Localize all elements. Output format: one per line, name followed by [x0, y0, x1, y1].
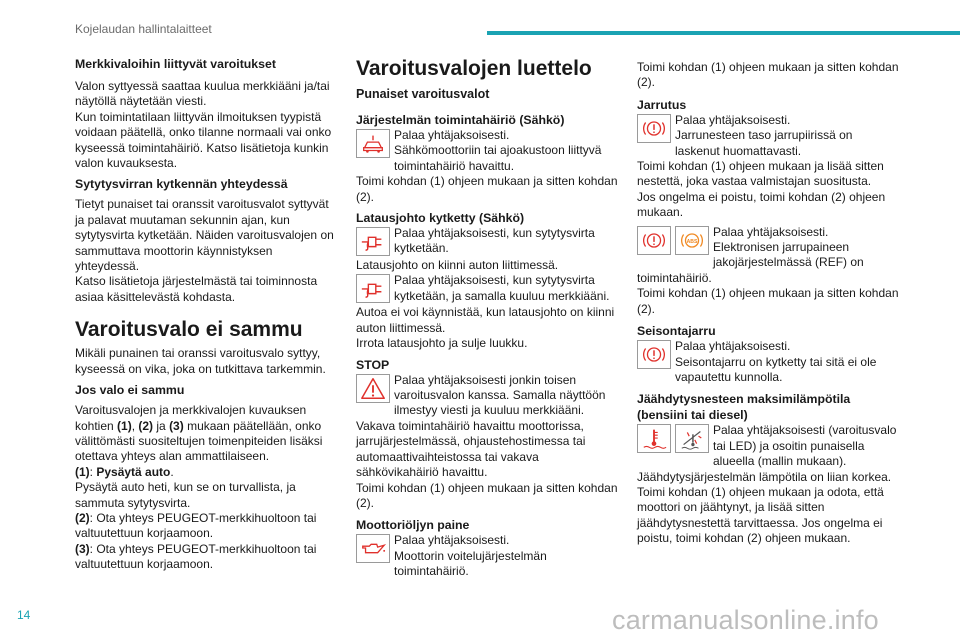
paragraph: Palaa yhtäjaksoisesti. [675, 112, 791, 127]
paragraph: Toimi kohdan (1) ohjeen mukaan ja sitten kohdan (2). [637, 286, 899, 316]
brake-warning-icon [637, 226, 671, 255]
heading-parking-brake: Seisontajarru [637, 324, 716, 339]
paragraph: Toimi kohdan (1) ohjeen mukaan ja odota, että moottori on jäähtynyt, ja lisää sitten jäähdytysnestettä tarvittaessa. Jos ongelma ei poistu, toimi kohdan (2) ohjeen mukaan. [637, 484, 884, 546]
paragraph: Irrota latausjohto ja sulje luukku. [356, 336, 528, 351]
entry-parking-brake [637, 339, 899, 385]
paragraph: Palaa yhtäjaksoisesti. [675, 339, 791, 354]
entry-ref [637, 225, 899, 287]
paragraph: Moottorin voitelujärjestelmän toimintahäiriö. [394, 548, 547, 579]
page-number: 14 [17, 608, 31, 622]
paragraph: Palaa yhtäjaksoisesti. [713, 224, 829, 239]
text-run: : Ota yhteys PEUGEOT-merkkihuoltoon tai valtuutettuun korjaamoon. [75, 541, 317, 572]
ref-1: (1) [117, 418, 132, 433]
ref-2: (2) [75, 510, 90, 525]
heading-if-light-stays: Jos valo ei sammu [75, 383, 185, 398]
paragraph: Palaa yhtäjaksoisesti, kun sytytysvirta kytketään. [394, 226, 595, 256]
heading-ignition: Sytytysvirran kytkennän yhteydessä [75, 177, 288, 192]
paragraph: Tietyt punaiset tai oranssit varoitusvalot syttyvät ja palavat muutaman sekunnin ajan, kun sytytysvirta kytketään. Näiden varoitusvalojen on sammuttava moottorin käynnistyksen yhteydessä. [75, 197, 334, 274]
heading-system-fault: Järjestelmän toimintahäiriö (Sähkö) [356, 113, 565, 127]
header-accent-bar [487, 31, 960, 35]
coolant-temperature-icon [637, 424, 671, 453]
paragraph: Toimi kohdan (1) ohjeen mukaan ja sitten kohdan (2). [637, 60, 899, 90]
paragraph: Palaa yhtäjaksoisesti. [394, 533, 510, 548]
paragraph: Mikäli punainen tai oranssi varoitusvalo syttyy, kyseessä on vika, joka on tutkittava tarkemmin. [75, 346, 326, 376]
paragraph: Palaa yhtäjaksoisesti (varoitusvalo tai LED) ja osoitin punaisella alueella (mallin mukaan). [713, 423, 897, 469]
column-3 [637, 48, 899, 547]
charging-plug-icon [356, 227, 390, 256]
paragraph: Latausjohto on kiinni auton liittimessä. [356, 258, 559, 273]
entry-system-fault [356, 128, 618, 174]
text-run: ja [153, 418, 170, 433]
ref-2: (2) [138, 418, 154, 433]
column-1 [75, 48, 337, 573]
heading-red-warnings: Punaiset varoitusvalot [356, 87, 490, 101]
heading-indicator-warnings: Merkkivaloihin liittyvät varoitukset [75, 57, 276, 71]
paragraph: Jäähdytysjärjestelmän lämpötila on liian korkea. [637, 469, 892, 484]
heading-coolant: Jäähdytysnesteen maksimilämpötila (bensiini tai diesel) [637, 392, 851, 423]
heading-braking: Jarrutus [637, 97, 687, 112]
paragraph: Kun toimintatilaan liittyvän ilmoituksen tyypistä voidaan päätellä, onko tilanne normaali vai onko kyseessä toimintahäiriö. Katso lisätietoja kunkin valon kuvauksesta. [75, 109, 332, 171]
paragraph: Jos ongelma ei poistu, toimi kohdan (2) ohjeen mukaan. [637, 189, 886, 220]
paragraph: Autoa ei voi käynnistää, kun latausjohto on kiinni auton liittimessä. [356, 305, 615, 335]
brake-warning-icon [637, 114, 671, 143]
list-item-3 [75, 542, 337, 573]
text-run: Varoitusvalojen ja merkkivalojen kuvauksen kohtien [75, 403, 307, 433]
text-run: : Ota yhteys PEUGEOT-merkkihuoltoon tai valtuutettuun korjaamoon. [75, 510, 317, 541]
paragraph: Jarrunesteen taso jarrupiirissä on laskenut huomattavasti. [675, 128, 853, 158]
paragraph: Pysäytä auto heti, kun se on turvallista, ja sammuta sytytysvirta. [75, 480, 296, 510]
svg-text:ABS: ABS [686, 238, 698, 245]
entry-stop [356, 373, 618, 419]
ref-3: (3) [75, 541, 90, 556]
paragraph [75, 403, 337, 465]
paragraph: Toimi kohdan (1) ohjeen mukaan ja sitten kohdan (2). [356, 174, 618, 204]
paragraph: Palaa yhtäjaksoisesti, kun sytytysvirta kytketään, ja samalla kuuluu merkkiääni. [394, 273, 610, 303]
heading-oil-pressure: Moottoriöljyn paine [356, 518, 470, 533]
running-header: Kojelaudan hallintalaitteet [75, 22, 212, 36]
list-item-1 [75, 465, 337, 480]
stop-car-label: Pysäytä auto [96, 464, 171, 479]
parking-brake-icon [637, 340, 671, 369]
entry-cable-1 [356, 226, 618, 258]
paragraph: Toimi kohdan (1) ohjeen mukaan ja lisää sitten nestettä, joka vastaa valmistajan suositusta. [637, 159, 884, 189]
entry-cable-2 [356, 273, 618, 305]
paragraph: Valon syttyessä saattaa kuulua merkkiääni ja/tai näytöllä näytetään viesti. [75, 79, 330, 109]
column-2 [356, 48, 618, 580]
ref-3: (3) [169, 418, 184, 433]
entry-oil [356, 533, 618, 579]
paragraph: Toimi kohdan (1) ohjeen mukaan ja sitten kohdan (2). [356, 480, 618, 510]
text-run: mukaan päätellään, onko välittömästi suositeltujen toimenpiteiden lisäksi otettava yhteys alan ammattilaiseen. [75, 418, 323, 464]
watermark: carmanualsonline.info [612, 605, 879, 635]
paragraph: Vakava toimintahäiriö havaittu moottorissa, jarrujärjestelmässä, ohjaustehostimessa tai automaattivaihteistossa tai vakava sähkövikahäiriö havaittu. [356, 418, 586, 480]
ref-1: (1) [75, 464, 90, 479]
list-item-2 [75, 511, 337, 542]
oil-can-icon [356, 534, 390, 563]
paragraph: Katso lisätietoja järjestelmästä tai toiminnosta asiaa käsittelevästä kohdasta. [75, 274, 318, 304]
heading-stop: STOP [356, 357, 390, 372]
system-fault-car-icon [356, 129, 390, 158]
paragraph: Sähkömoottoriin tai ajoakustoon liittyvä toimintahäiriö havaittu. [394, 143, 602, 173]
section-title-light-stays-on: Varoitusvalo ei sammu [75, 318, 303, 342]
paragraph: Palaa yhtäjaksoisesti jonkin toisen varoitusvalon kanssa. Samalla näyttöön ilmestyy viesti ja kuuluu merkkiääni. [394, 372, 606, 418]
stop-warning-triangle-icon [356, 374, 390, 403]
entry-braking [637, 113, 899, 159]
text-run: . [170, 464, 174, 479]
abs-icon [675, 226, 709, 255]
charging-plug-icon [356, 274, 390, 303]
paragraph: Elektronisen jarrupaineen jakojärjestelmässä (REF) on toimintahäiriö. [637, 240, 864, 285]
entry-coolant [637, 423, 899, 469]
text-run: : [89, 464, 97, 479]
section-title-warning-list: Varoitusvalojen luettelo [356, 57, 592, 80]
coolant-gauge-led-icon [675, 424, 709, 453]
heading-charging-cable: Latausjohto kytketty (Sähkö) [356, 211, 525, 226]
text-run: , [131, 418, 139, 433]
paragraph: Palaa yhtäjaksoisesti. [394, 128, 510, 142]
paragraph: Seisontajarru on kytketty tai sitä ei ole vapautettu kunnolla. [675, 354, 877, 384]
